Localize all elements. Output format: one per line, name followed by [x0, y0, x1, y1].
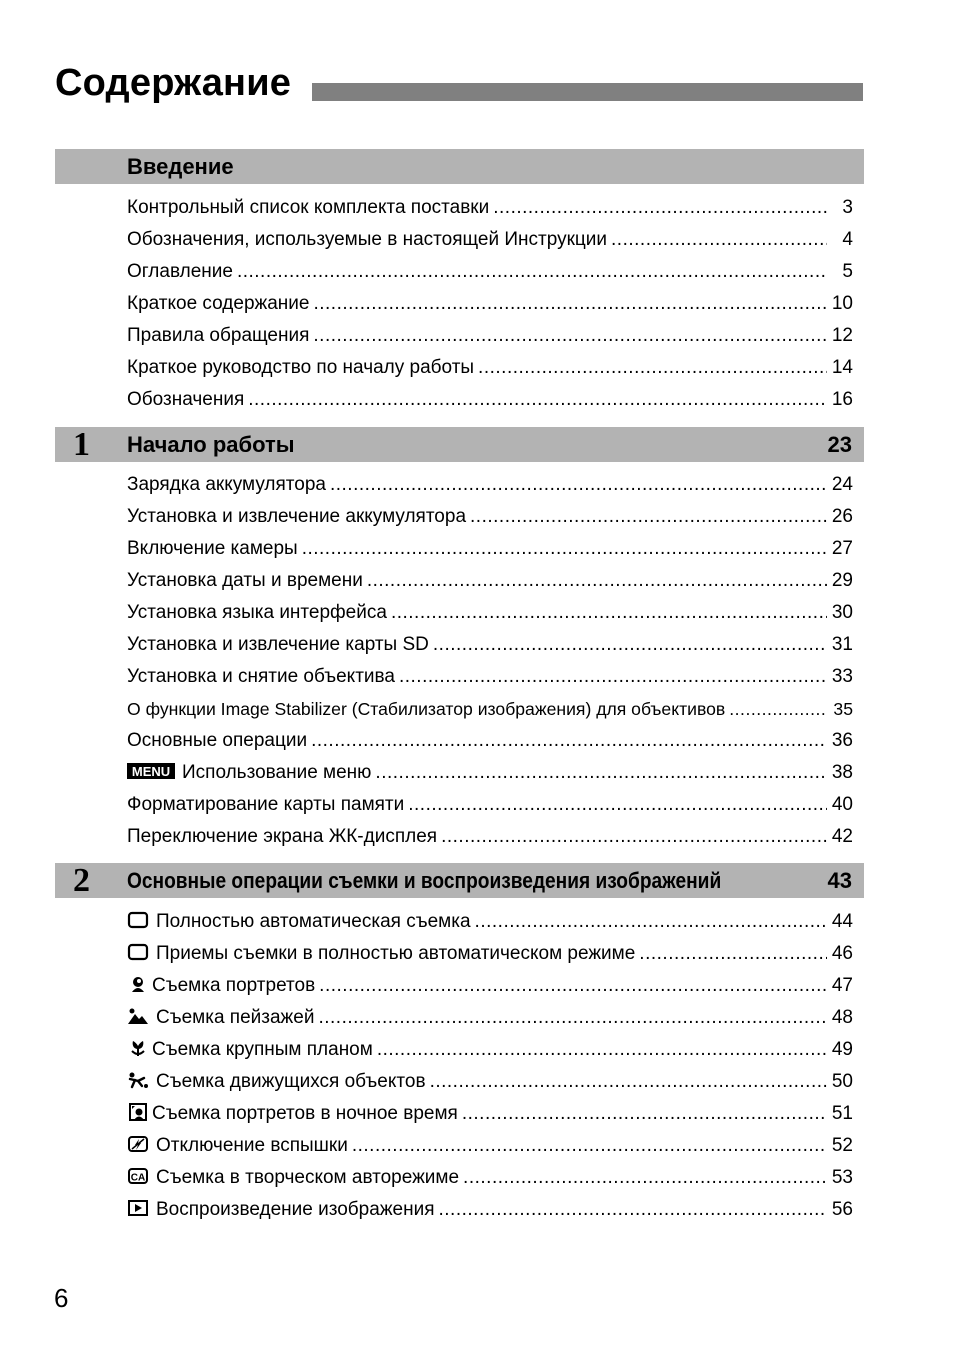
entry-page: 40	[831, 794, 853, 815]
entry-page: 12	[831, 325, 853, 346]
toc-entry[interactable]	[127, 192, 853, 224]
leader-dots	[439, 1194, 828, 1226]
toc-entry[interactable]	[127, 533, 853, 565]
creative-auto-icon	[127, 1167, 149, 1185]
toc-entry[interactable]	[127, 1162, 853, 1194]
entry-label: Переключение экрана ЖК-дисплея	[127, 826, 438, 847]
macro-icon	[127, 1039, 145, 1057]
toc-entry[interactable]	[127, 1098, 853, 1130]
chapter-number: 1	[73, 426, 90, 463]
toc-entry[interactable]	[127, 725, 853, 757]
leader-dots	[729, 693, 827, 725]
toc-entry[interactable]	[127, 1066, 853, 1098]
entry-label: Установка даты и времени	[127, 570, 363, 591]
entry-label: Обозначения	[127, 389, 245, 410]
entry-label: Съемка движущихся объектов	[156, 1071, 426, 1092]
page-title: Содержание	[55, 62, 292, 104]
entry-label: Съемка крупным планом	[152, 1039, 373, 1060]
toc-entry[interactable]	[127, 352, 853, 384]
entry-page: 14	[831, 357, 853, 378]
chapter-1-entries	[127, 469, 853, 853]
leader-dots	[237, 256, 827, 288]
leader-dots	[433, 629, 827, 661]
leader-dots	[493, 192, 827, 224]
leader-dots	[462, 1098, 827, 1130]
leader-dots	[313, 288, 827, 320]
entry-label: Установка и извлечение карты SD	[127, 634, 429, 655]
toc-entry[interactable]	[127, 565, 853, 597]
entry-page: 3	[842, 197, 853, 218]
entry-page: 52	[831, 1135, 853, 1156]
toc-entry[interactable]	[127, 661, 853, 693]
section-page: 43	[827, 868, 852, 893]
section-header-intro	[55, 149, 864, 184]
section-title: Введение	[127, 154, 234, 179]
leader-dots	[367, 565, 827, 597]
entry-page: 44	[831, 911, 853, 932]
leader-dots	[302, 533, 827, 565]
toc-entry[interactable]	[127, 970, 853, 1002]
entry-label: Краткое руководство по началу работы	[127, 357, 475, 378]
entry-label: Форматирование карты памяти	[127, 794, 405, 815]
toc-entry[interactable]	[127, 256, 853, 288]
entry-label: Съемка в творческом авторежиме	[156, 1167, 460, 1188]
leader-dots	[478, 352, 827, 384]
full-auto-icon	[127, 943, 149, 961]
toc-entry[interactable]	[127, 320, 853, 352]
toc-entry[interactable]	[127, 1194, 853, 1226]
leader-dots	[391, 597, 827, 629]
leader-dots	[470, 501, 827, 533]
entry-page: 16	[831, 389, 853, 410]
svg-text:MENU: MENU	[131, 764, 171, 779]
portrait-icon	[127, 975, 145, 993]
entry-label: Включение камеры	[127, 538, 298, 559]
toc-entry[interactable]	[127, 1034, 853, 1066]
leader-dots	[408, 789, 827, 821]
toc-entry[interactable]	[127, 693, 853, 725]
chapter-number: 2	[73, 862, 90, 899]
page-number: 6	[54, 1283, 69, 1313]
entry-label: Краткое содержание	[127, 293, 310, 314]
leader-dots	[441, 821, 827, 853]
entry-page: 33	[831, 666, 853, 687]
entry-label: Установка и снятие объектива	[127, 666, 395, 687]
entry-label: Съемка портретов	[152, 975, 316, 996]
toc-entry[interactable]	[127, 906, 853, 938]
toc-entry[interactable]	[127, 501, 853, 533]
toc-entry[interactable]	[127, 384, 853, 416]
entry-label: Контрольный список комплекта поставки	[127, 197, 490, 218]
entry-page: 24	[831, 474, 853, 495]
leader-dots	[430, 1066, 827, 1098]
section-header-chapter-2	[55, 863, 864, 898]
full-auto-icon	[127, 911, 149, 929]
entry-page: 31	[831, 634, 853, 655]
leader-dots	[248, 384, 827, 416]
entry-page: 4	[842, 229, 853, 250]
entry-page: 26	[831, 506, 853, 527]
entry-label: Оглавление	[127, 261, 233, 282]
section-header-chapter-1	[55, 427, 864, 462]
entry-page: 47	[831, 975, 853, 996]
toc-entry[interactable]	[127, 821, 853, 853]
entry-page: 10	[831, 293, 853, 314]
chapter-2-entries	[127, 906, 853, 1226]
entry-label: Правила обращения	[127, 325, 310, 346]
toc-entry[interactable]	[127, 469, 853, 501]
entry-page: 42	[831, 826, 853, 847]
toc-entry[interactable]	[127, 629, 853, 661]
entry-page: 27	[831, 538, 853, 559]
leader-dots	[639, 938, 827, 970]
toc-entry[interactable]	[127, 1002, 853, 1034]
entry-label: Полностью автоматическая съемка	[156, 911, 471, 932]
entry-page: 46	[831, 943, 853, 964]
leader-dots	[319, 970, 827, 1002]
leader-dots	[377, 1034, 827, 1066]
entry-page: 29	[831, 570, 853, 591]
entry-page: 50	[831, 1071, 853, 1092]
intro-entries	[127, 192, 853, 416]
section-title: Начало работы	[127, 432, 295, 457]
toc-entry[interactable]	[127, 597, 853, 629]
entry-label: Установка языка интерфейса	[127, 602, 387, 623]
sports-icon	[127, 1071, 149, 1089]
entry-page: 49	[831, 1039, 853, 1060]
entry-label: Воспроизведение изображения	[156, 1199, 435, 1220]
playback-icon	[127, 1199, 149, 1217]
entry-label: Зарядка аккумулятора	[127, 474, 326, 495]
night-portrait-icon	[127, 1103, 145, 1121]
entry-label: Отключение вспышки	[156, 1135, 348, 1156]
entry-label: О функции Image Stabilizer (Стабилизатор изображения) для объективов	[127, 699, 726, 719]
entry-label: Съемка портретов в ночное время	[152, 1103, 458, 1124]
entry-label: Использование меню	[182, 762, 372, 783]
leader-dots	[475, 906, 827, 938]
menu-icon	[127, 762, 175, 780]
section-title: Основные операции съемки и воспроизведения изображений	[127, 868, 722, 893]
entry-label: Съемка пейзажей	[156, 1007, 315, 1028]
toc-entry[interactable]	[127, 938, 853, 970]
leader-dots	[399, 661, 827, 693]
flash-off-icon	[127, 1135, 149, 1153]
entry-page: 5	[842, 261, 853, 282]
entry-page: 38	[831, 762, 853, 783]
leader-dots	[375, 757, 827, 789]
entry-page: 48	[831, 1007, 853, 1028]
section-page: 23	[827, 432, 852, 457]
title-rule	[312, 83, 863, 101]
toc-entry[interactable]	[127, 224, 853, 256]
landscape-icon	[127, 1007, 149, 1025]
entry-page: 30	[831, 602, 853, 623]
svg-text:CA: CA	[130, 1172, 146, 1184]
entry-page: 53	[831, 1167, 853, 1188]
entry-page: 51	[831, 1103, 853, 1124]
entry-label: Установка и извлечение аккумулятора	[127, 506, 467, 527]
leader-dots	[352, 1130, 827, 1162]
toc-entry[interactable]	[127, 789, 853, 821]
leader-dots	[313, 320, 827, 352]
leader-dots	[311, 725, 827, 757]
entry-label: Обозначения, используемые в настоящей Инструкции	[127, 229, 608, 250]
entry-page: 56	[831, 1199, 853, 1220]
leader-dots	[463, 1162, 827, 1194]
entry-label: Основные операции	[127, 730, 308, 751]
leader-dots	[318, 1002, 827, 1034]
entry-label: Приемы съемки в полностью автоматическом режиме	[156, 943, 636, 964]
toc-entry[interactable]	[127, 288, 853, 320]
leader-dots	[330, 469, 827, 501]
entry-page: 36	[831, 730, 853, 751]
toc-entry[interactable]	[127, 757, 853, 789]
toc-entry[interactable]	[127, 1130, 853, 1162]
entry-page: 35	[833, 699, 853, 719]
leader-dots	[611, 224, 827, 256]
